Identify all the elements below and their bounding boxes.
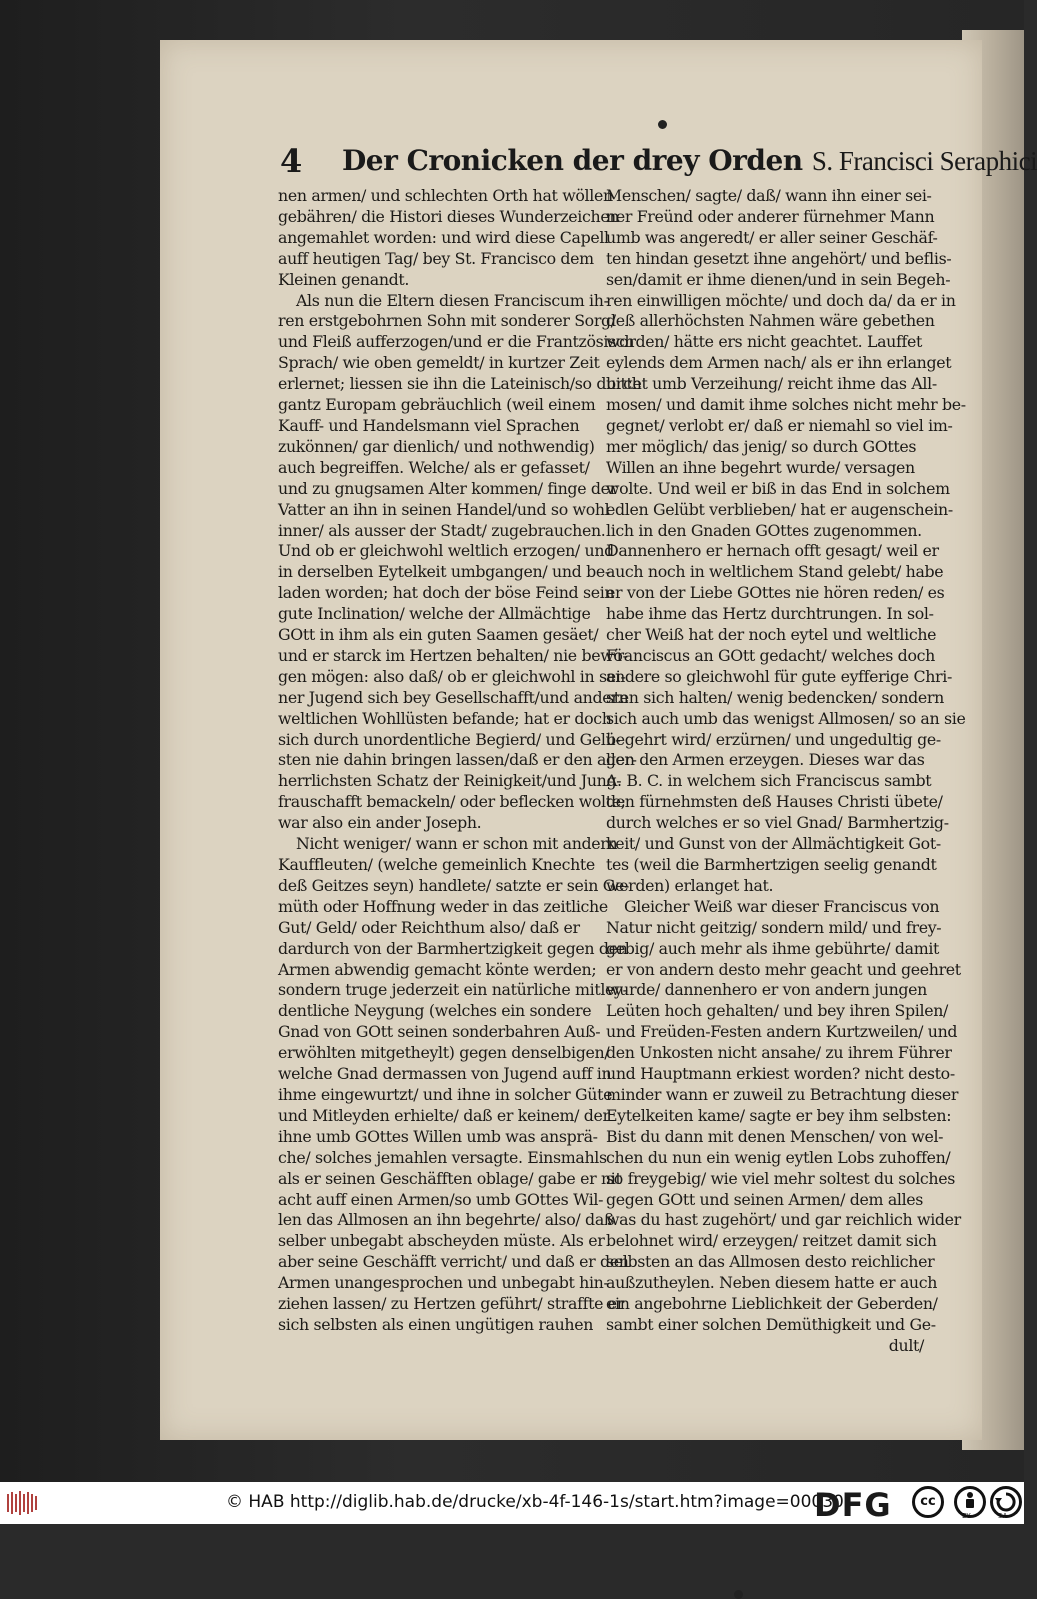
- text-line: laden worden; hat doch der böse Feind sein: [278, 583, 615, 603]
- text-line: was du hast zugehört/ und gar reichlich wider: [606, 1210, 961, 1230]
- ink-spot: [658, 120, 667, 129]
- text-column-left: [278, 186, 642, 1346]
- text-line: cher Weiß hat der noch eytel und weltliche: [606, 625, 937, 645]
- text-line: Willen an ihne begehrt wurde/ versagen: [606, 457, 915, 477]
- running-title-german: Der Cronicken der drey Orden: [342, 144, 803, 177]
- text-line: ein angebohrne Lieblichkeit der Geberden/: [606, 1294, 938, 1314]
- text-line: und er starck im Hertzen behalten/ nie bewö-: [278, 645, 628, 665]
- ink-spot: [734, 1590, 743, 1599]
- text-line: frauschafft bemackeln/ oder beflecken wolte;: [278, 792, 626, 812]
- cc-by-label: BY: [962, 1512, 971, 1520]
- text-line: sich selbsten als einen ungütigen rauhen: [278, 1314, 594, 1334]
- text-line: so freygebig/ wie viel mehr soltest du solches: [606, 1168, 956, 1188]
- text-line: werden) erlanget hat.: [606, 875, 774, 895]
- text-line: den Unkosten nicht ansahe/ zu ihrem Führer: [606, 1043, 952, 1063]
- text-line: Und ob er gleichwohl weltlich erzogen/ und: [278, 541, 614, 561]
- text-line: chen du nun ein wenig eytlen Lobs zuhoffen/: [606, 1147, 951, 1167]
- text-line: und Hauptmann erkiest worden? nicht desto-: [606, 1064, 955, 1084]
- text-line: sambt einer solchen Demüthigkeit und Ge-: [606, 1314, 936, 1334]
- cc-sa-label: SA: [998, 1512, 1008, 1520]
- text-line: wurde/ dannenhero er von andern jungen: [606, 980, 927, 1000]
- text-line: tes (weil die Barmhertzigen seelig genandt: [606, 855, 937, 874]
- text-line: deß Geitzes seyn) handlete/ satzte er sein Ge-: [278, 875, 630, 895]
- text-line: selber unbegabt abscheyden müste. Als er: [278, 1231, 605, 1251]
- text-line: sich durch unordentliche Begierd/ und Gelü-: [278, 729, 621, 749]
- text-line: selbsten an das Allmosen desto reichlicher: [606, 1252, 935, 1272]
- text-line: umb was angeredt/ er aller seiner Geschäf-: [606, 227, 938, 247]
- text-line: bittet umb Verzeihung/ reicht ihme das All-: [606, 374, 937, 394]
- text-line: er von der Liebe GOttes nie hören reden/ es: [606, 583, 945, 603]
- text-line: und zu gnugsamen Alter kommen/ finge der: [278, 478, 617, 498]
- running-title-latin: S. Francisci Seraphici: [811, 146, 1037, 176]
- page-number: 4: [280, 142, 303, 180]
- text-line: sen/damit er ihme dienen/und in sein Begeh-: [606, 269, 951, 289]
- cc-license-icon[interactable]: cc: [912, 1486, 944, 1518]
- text-line: angemahlet worden: und wird diese Capell: [278, 227, 609, 247]
- text-line: che/ solches jemahlen versagte. Einsmahls: [278, 1147, 607, 1167]
- source-credit[interactable]: © HAB http://diglib.hab.de/drucke/xb-4f-146-1s/start.htm?image=00030: [226, 1492, 844, 1512]
- text-line: Franciscus an GOtt gedacht/ welches doch: [606, 645, 935, 665]
- text-line: erwöhlten mitgetheylt) gegen denselbigen/: [278, 1043, 610, 1063]
- text-line: inner/ als ausser der Stadt/ zugebrauchen.: [278, 520, 606, 540]
- text-line: Vatter an ihn in seinen Handel/und so wohl: [278, 499, 610, 519]
- book-page: [160, 40, 1037, 1440]
- hab-logo-icon: [6, 1490, 38, 1516]
- text-column-right: [606, 186, 966, 1355]
- text-line: gantz Europam gebräuchlich (weil einem: [278, 395, 596, 415]
- text-line: war also ein ander Joseph.: [278, 813, 482, 833]
- text-line: Armen unangesprochen und unbegabt hin-: [278, 1273, 609, 1293]
- text-line: er von andern desto mehr geacht und geehret: [606, 959, 961, 979]
- text-line: Dannenhero er hernach offt gesagt/ weil er: [606, 541, 939, 561]
- text-line: außzutheylen. Neben diesem hatte er auch: [606, 1273, 938, 1293]
- text-line: acht auff einen Armen/so umb GOttes Wil-: [278, 1189, 604, 1209]
- text-line: gen mögen: also daß/ ob er gleichwohl in sei-: [278, 666, 626, 686]
- text-line: edlen Gelübt verblieben/ hat er augenschein-: [606, 499, 953, 519]
- text-line: weltlichen Wohllüsten befande; hat er doch: [278, 708, 612, 728]
- text-line: Als nun die Eltern diesen Franciscum ih-: [296, 290, 609, 310]
- text-line: gegnet/ verlobt er/ daß er niemahl so viel im-: [606, 415, 953, 435]
- text-line: deß allerhöchsten Nahmen wäre gebethen: [606, 311, 935, 331]
- text-line: auch begreiffen. Welche/ als er gefasset/: [278, 457, 590, 477]
- text-line: Leüten hoch gehalten/ und bey ihren Spilen/: [606, 1001, 948, 1021]
- text-line: herrlichsten Schatz der Reinigkeit/und Jung-: [278, 771, 622, 791]
- text-line: und Fleiß aufferzogen/und er die Frantzösisch: [278, 332, 635, 352]
- text-line: Menschen/ sagte/ daß/ wann ihn einer sei-: [606, 186, 932, 205]
- text-line: Kauff- und Handelsmann viel Sprachen: [278, 415, 580, 435]
- text-line: ziehen lassen/ zu Hertzen geführt/ straffte er: [278, 1294, 624, 1314]
- text-line: gegen GOtt und seinen Armen/ dem alles: [606, 1189, 924, 1209]
- text-line: ner Freünd oder anderer fürnehmer Mann: [606, 206, 935, 226]
- text-line: sich auch umb das wenigst Allmosen/ so an sie: [606, 708, 966, 728]
- text-line: wolte. Und weil er biß in das End in solchem: [606, 478, 950, 498]
- text-line: sten nie dahin bringen lassen/daß er den aller-: [278, 750, 637, 770]
- text-line: gebähren/ die Histori dieses Wunderzeichen: [278, 206, 620, 226]
- text-line: auff heutigen Tag/ bey St. Francisco dem: [278, 248, 594, 268]
- text-line: ten hindan gesetzt ihne angehört/ und beflis-: [606, 248, 952, 268]
- text-line: len das Allmosen an ihn begehrte/ also/ daß: [278, 1210, 615, 1230]
- running-title: [342, 144, 1037, 177]
- text-line: sondern truge jederzeit ein natürliche mitley-: [278, 980, 628, 1000]
- text-line: Bist du dann mit denen Menschen/ von wel-: [606, 1126, 944, 1146]
- text-line: auch noch in weltlichem Stand gelebt/ habe: [606, 562, 944, 582]
- text-line: mosen/ und damit ihme solches nicht mehr be-: [606, 395, 966, 415]
- text-line: und Freüden-Festen andern Kurtzweilen/ und: [606, 1022, 958, 1042]
- text-line: durch welches er so viel Gnad/ Barmhertzig-: [606, 813, 949, 833]
- text-line: minder wann er zuweil zu Betrachtung dieser: [606, 1084, 959, 1104]
- text-line: Armen abwendig gemacht könte werden;: [278, 959, 597, 979]
- text-line: ren einwilligen möchte/ und doch da/ da er in: [606, 290, 956, 310]
- text-line: als er seinen Geschäfften oblage/ gabe er nit: [278, 1168, 622, 1188]
- text-line: A. B. C. in welchem sich Franciscus sambt: [606, 771, 932, 791]
- text-line: dardurch von der Barmhertzigkeit gegen den: [278, 938, 628, 958]
- text-line: welche Gnad dermassen von Jugend auff in: [278, 1064, 612, 1084]
- text-line: begehrt wird/ erzürnen/ und ungedultig ge-: [606, 729, 941, 749]
- text-line: habe ihme das Hertz durchtrungen. In sol-: [606, 604, 934, 624]
- text-line: Eytelkeiten kame/ sagte er bey ihm selbsten:: [606, 1105, 952, 1125]
- text-line: gen den Armen erzeygen. Dieses war das: [606, 750, 925, 770]
- text-line: gute Inclination/ welche der Allmächtige: [278, 604, 591, 624]
- text-line: gebig/ auch mehr als ihme gebührte/ damit: [606, 938, 940, 958]
- text-line: GOtt in ihm als ein guten Saamen gesäet/: [278, 625, 599, 645]
- dfg-logo: DFG: [814, 1486, 892, 1524]
- text-line: Natur nicht geitzig/ sondern mild/ und frey-: [606, 917, 942, 937]
- text-line: dentliche Neygung (welches ein sondere: [278, 1001, 592, 1021]
- text-line: den fürnehmsten deß Hauses Christi übete/: [606, 792, 943, 812]
- text-line: ren erstgebohrnen Sohn mit sonderer Sorg/: [278, 311, 616, 331]
- text-line: Gnad von GOtt seinen sonderbahren Auß-: [278, 1022, 601, 1042]
- text-line: erlernet; liessen sie ihn die Lateinisch/so durch: [278, 374, 642, 394]
- text-line: Gut/ Geld/ oder Reichthum also/ daß er: [278, 917, 580, 937]
- text-line: Kleinen genandt.: [278, 269, 410, 289]
- text-line: und Mitleyden erhielte/ daß er keinem/ der: [278, 1105, 610, 1125]
- text-line: müth oder Hoffnung weder in das zeitliche: [278, 896, 608, 916]
- text-line: Nicht weniger/ wann er schon mit andern: [296, 834, 618, 854]
- text-line: belohnet wird/ erzeygen/ reitzet damit sich: [606, 1231, 937, 1251]
- text-line: zukönnen/ gar dienlich/ und nothwendig): [278, 436, 595, 456]
- text-line: ihme eingewurtzt/ und ihne in solcher Güte: [278, 1084, 613, 1104]
- text-line: lich in den Gnaden GOttes zugenommen.: [606, 520, 922, 540]
- text-line: ner Jugend sich bey Gesellschafft/und andern: [278, 687, 629, 707]
- text-line: keit/ und Gunst von der Allmächtigkeit Got-: [606, 834, 941, 854]
- text-line: aber seine Geschäfft verricht/ und daß er den: [278, 1252, 629, 1272]
- text-line: Kauffleuten/ (welche gemeinlich Knechte: [278, 855, 595, 874]
- text-line: sten sich halten/ wenig bedencken/ sondern: [606, 687, 944, 707]
- text-line: Gleicher Weiß war dieser Franciscus von: [624, 896, 940, 916]
- text-line: ihne umb GOttes Willen umb was ansprä-: [278, 1126, 598, 1146]
- text-line: mer möglich/ das jenig/ so durch GOttes: [606, 436, 917, 456]
- text-line: nen armen/ und schlechten Orth hat wöllen: [278, 186, 613, 205]
- footer-bar: [0, 1482, 1024, 1524]
- text-line: andere so gleichwohl für gute eyfferige Chri-: [606, 666, 952, 686]
- text-line: in derselben Eytelkeit umbgangen/ und be-: [278, 562, 610, 582]
- text-line: dult/: [888, 1335, 924, 1355]
- text-line: Sprach/ wie oben gemeldt/ in kurtzer Zeit: [278, 353, 600, 373]
- text-line: worden/ hätte ers nicht geachtet. Lauffet: [606, 332, 922, 352]
- text-line: eylends dem Armen nach/ als er ihn erlanget: [606, 353, 952, 373]
- page-header: [280, 142, 1037, 182]
